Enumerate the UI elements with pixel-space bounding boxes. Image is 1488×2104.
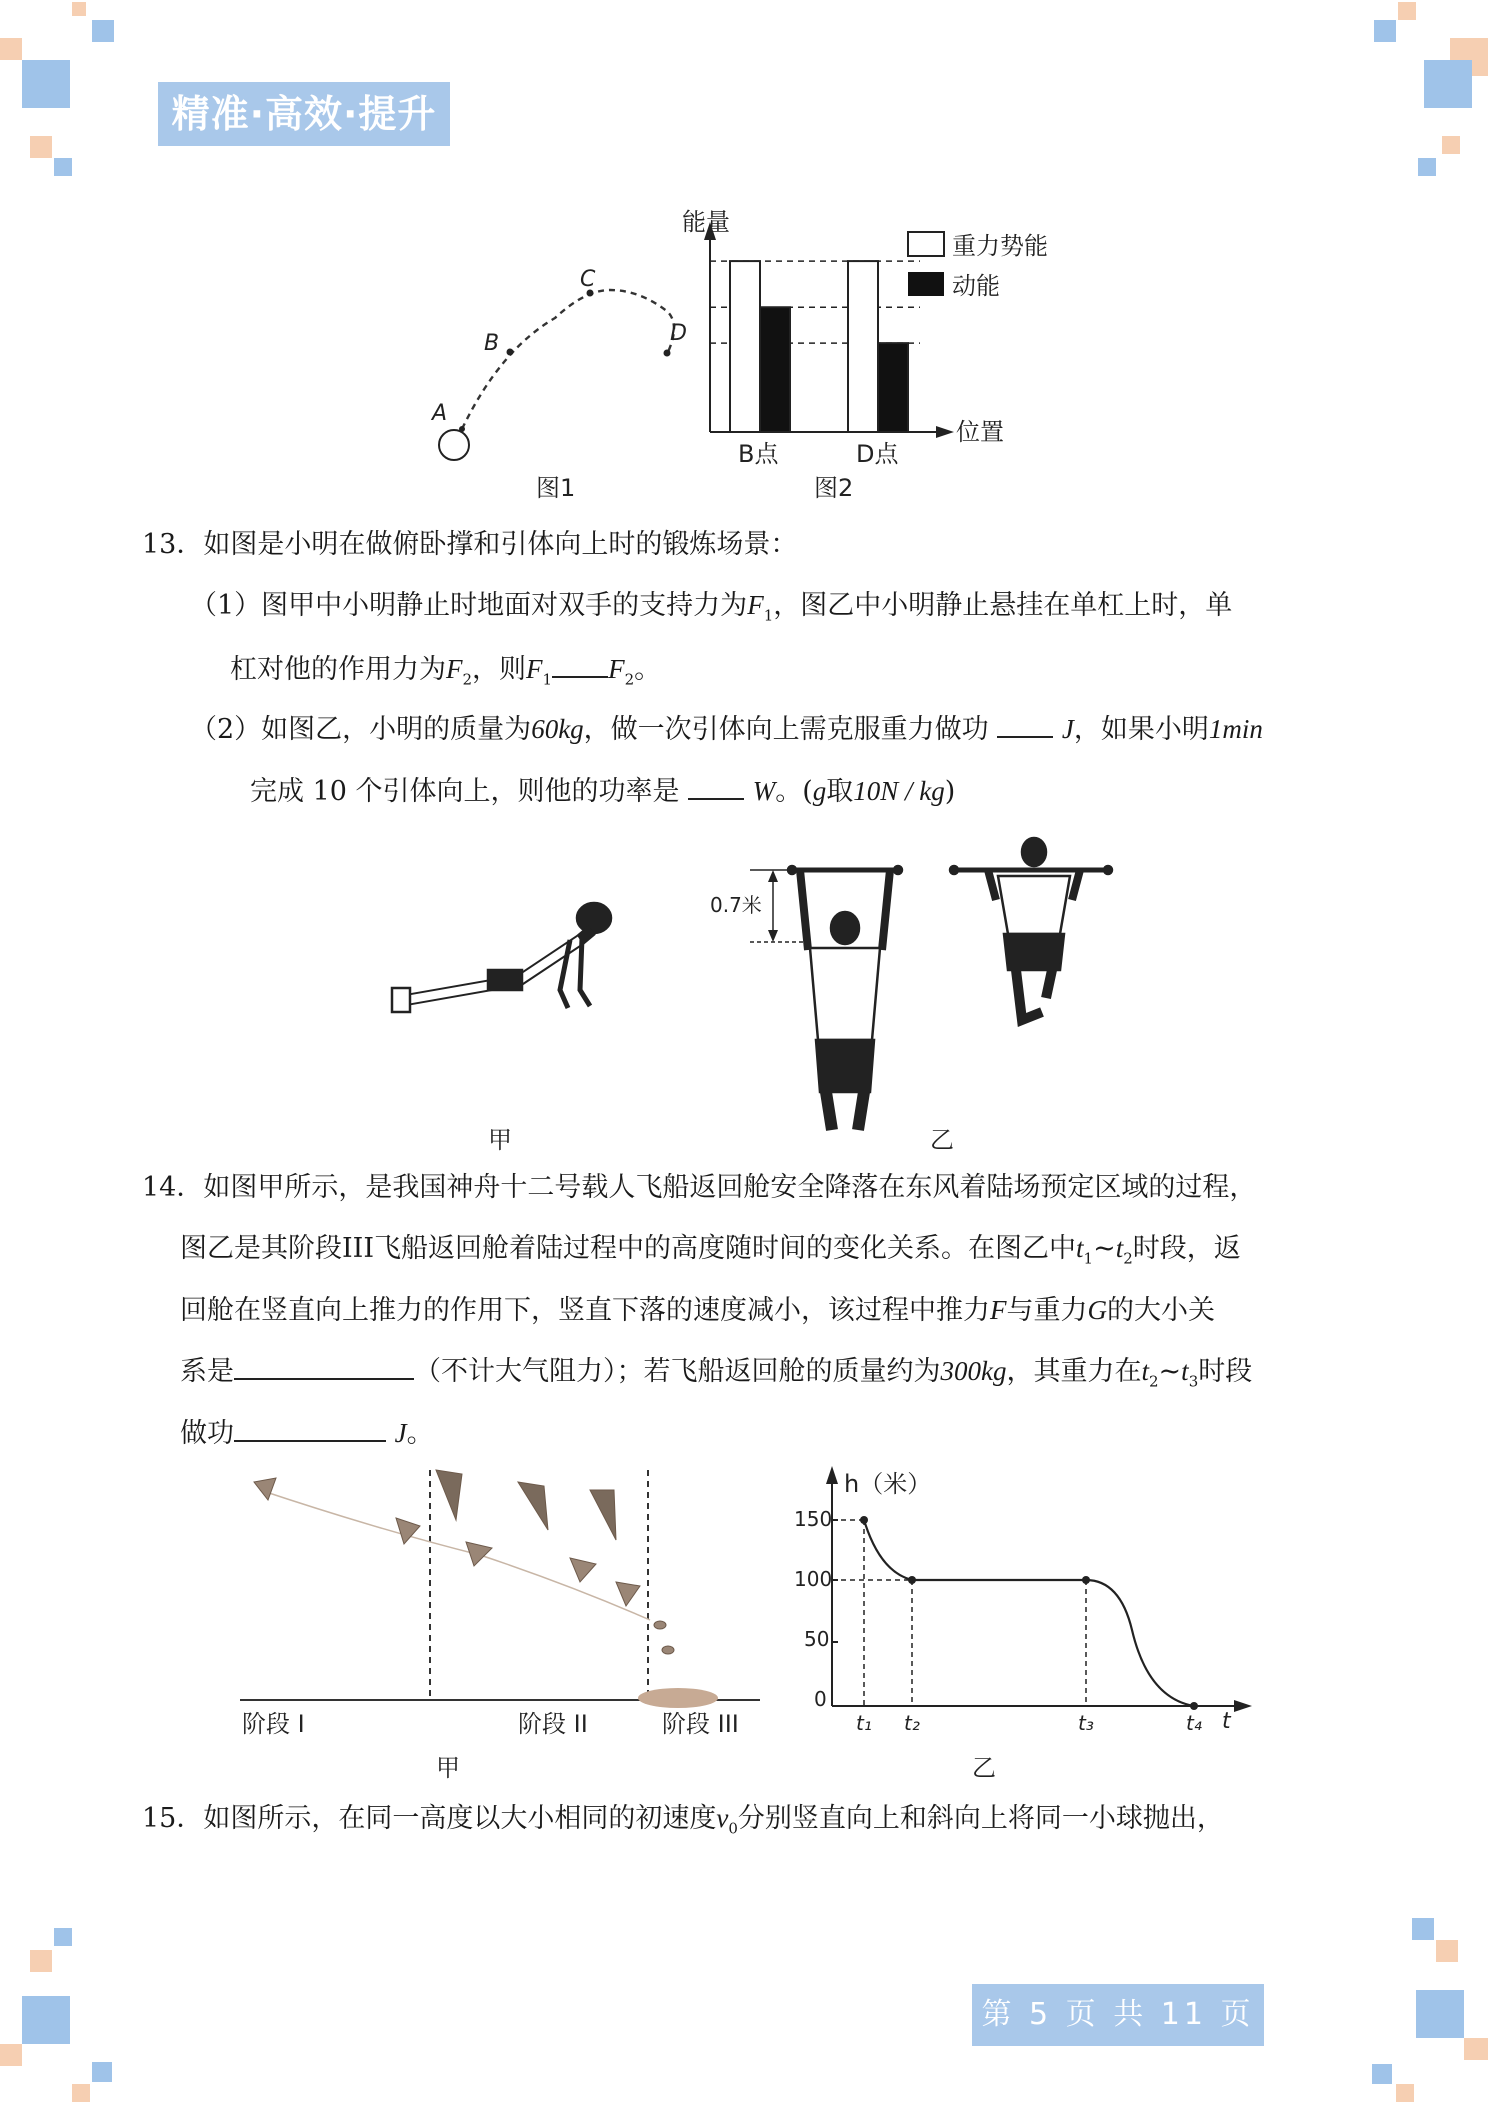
label-d: D (670, 321, 687, 346)
fig-yi-caption: 乙 (972, 1754, 996, 1782)
q14-line5: 做功 J。 (180, 1412, 434, 1454)
q14-line4: 系是 （不计大气阻力）；若飞船返回舱的质量约为300kg，其重力在$t_2\sim t_3$时段 (180, 1350, 1252, 1401)
point-t3 (1082, 1576, 1090, 1584)
xtick-t1: t₁ (856, 1711, 872, 1735)
bar-potential-b (730, 261, 760, 432)
corner-deco (1398, 2, 1416, 20)
fig-jia-caption: 甲 (436, 1754, 460, 1782)
t-axis-label: t (1222, 1709, 1231, 1734)
corner-deco (1418, 158, 1436, 176)
ytick-0: 0 (814, 1687, 827, 1711)
corner-deco (1424, 60, 1472, 108)
corner-deco (1416, 1990, 1464, 2038)
ytick-150: 150 (794, 1507, 833, 1531)
category-label-d: D点 (856, 440, 899, 468)
point-t4 (1190, 1702, 1198, 1710)
point-t1 (860, 1516, 868, 1524)
legend-potential-label: 重力势能 (952, 232, 1048, 260)
stage-label-2: 阶段 II (518, 1710, 588, 1738)
fig-label-jia: 甲 (488, 1126, 512, 1154)
xtick-t3: t₃ (1078, 1711, 1094, 1735)
corner-deco (0, 2044, 22, 2066)
q14-line2: 图乙是其阶段III飞船返回舱着陆过程中的高度随时间的变化关系。在图乙中$t_1\sim t_2$时段，返 (180, 1233, 1241, 1268)
q13-stem: 13．如图是小明在做俯卧撑和引体向上时的锻炼场景： (142, 529, 798, 560)
corner-deco (92, 20, 114, 42)
q13-part2-line1: （2）如图乙，小明的质量为60kg，做一次引体向上需克服重力做功 J，如果小明1min (190, 708, 1263, 750)
ytick-100: 100 (794, 1567, 833, 1591)
page-number: 第 5 页 共 11 页 (972, 1984, 1264, 2046)
figure-energy (420, 200, 1080, 510)
corner-deco (1412, 1918, 1434, 1940)
xtick-t4: t₄ (1186, 1711, 1202, 1735)
q13-blank-3[interactable] (688, 770, 744, 800)
category-label-b: B点 (738, 440, 779, 468)
label-a: A (432, 401, 448, 426)
legend-kinetic-label: 动能 (952, 272, 1000, 300)
x-arrow (936, 426, 954, 438)
corner-deco (22, 60, 70, 108)
corner-deco (22, 1996, 70, 2044)
header-banner: 精准·高效·提升 (158, 82, 450, 146)
ytick-50: 50 (804, 1627, 830, 1651)
corner-deco (1372, 2064, 1392, 2084)
height-curve (864, 1520, 1194, 1706)
q13-blank-1[interactable] (552, 648, 608, 678)
q15-line1: 15．如图所示，在同一高度以大小相同的初速度$v_0$分别竖直向上和斜向上将同一小球抛出， (142, 1803, 1224, 1838)
bar-kinetic-b (760, 307, 790, 432)
t-arrow (1234, 1700, 1252, 1712)
bar-potential-d (848, 261, 878, 432)
fig1-trajectory (430, 267, 687, 502)
pushup-figure (392, 903, 611, 1012)
pullup-figure-high (950, 838, 1112, 1020)
height-label: 0.7米 (710, 893, 762, 917)
q13-blank-2[interactable] (997, 708, 1053, 738)
corner-deco (0, 38, 22, 60)
corner-deco (1442, 136, 1460, 154)
q14-blank-2[interactable] (234, 1412, 386, 1442)
corner-deco (54, 158, 72, 176)
h-axis-label: h（米） (844, 1470, 932, 1498)
corner-deco (92, 2062, 112, 2082)
xtick-t2: t₂ (904, 1711, 920, 1735)
pullup-figure-low (788, 866, 902, 1130)
corner-deco (54, 1928, 72, 1946)
fig2-caption: 图2 (814, 474, 854, 502)
corner-deco (30, 136, 52, 158)
point-b (507, 349, 514, 356)
q14-line1: 14．如图甲所示，是我国神舟十二号载人飞船返回舱安全降落在东风着陆场预定区域的过程， (142, 1172, 1257, 1203)
label-c: C (580, 267, 596, 292)
fig-label-yi: 乙 (930, 1126, 954, 1154)
fig1-caption: 图1 (536, 474, 576, 502)
corner-deco (1436, 1940, 1458, 1962)
x-label: 位置 (956, 418, 1004, 446)
corner-deco (72, 2, 86, 16)
trajectory-path (462, 290, 674, 429)
figure-exercise (370, 830, 1130, 1160)
ball (439, 430, 469, 460)
q13-part1-line2: 杠对他的作用力为$F_2$，则$F_1$ $F_2$。 (230, 648, 661, 699)
corner-deco (30, 1950, 52, 1972)
stage-label-3: 阶段 III (662, 1710, 739, 1738)
q14-line3: 回舱在竖直向上推力的作用下，竖直下落的速度减小，该过程中推力F与重力G的大小关 (180, 1295, 1215, 1326)
corner-deco (72, 2084, 90, 2102)
corner-deco (1374, 20, 1396, 42)
stage-label-1: 阶段 I (242, 1710, 305, 1738)
label-b: B (484, 331, 500, 356)
point-t2 (908, 1576, 916, 1584)
q13-part2-line2: 完成 10 个引体向上，则他的功率是 W。(g取10N / kg) (250, 770, 955, 812)
corner-deco (1396, 2084, 1414, 2102)
figure-height-time (780, 1460, 1260, 1790)
legend-potential-swatch (908, 232, 944, 256)
bar-kinetic-d (878, 343, 908, 432)
q14-blank-1[interactable] (234, 1350, 414, 1380)
legend-kinetic-swatch (908, 272, 944, 296)
y-label: 能量 (682, 208, 730, 236)
figure-landing-stages (230, 1460, 770, 1790)
point-d (664, 350, 671, 357)
h-arrow (826, 1466, 838, 1484)
fig2-chart (682, 208, 1048, 502)
corner-deco (1464, 2038, 1488, 2060)
q13-part1-line1: （1）图甲中小明静止时地面对双手的支持力为$F_1$，图乙中小明静止悬挂在单杠上时，单 (190, 590, 1233, 625)
